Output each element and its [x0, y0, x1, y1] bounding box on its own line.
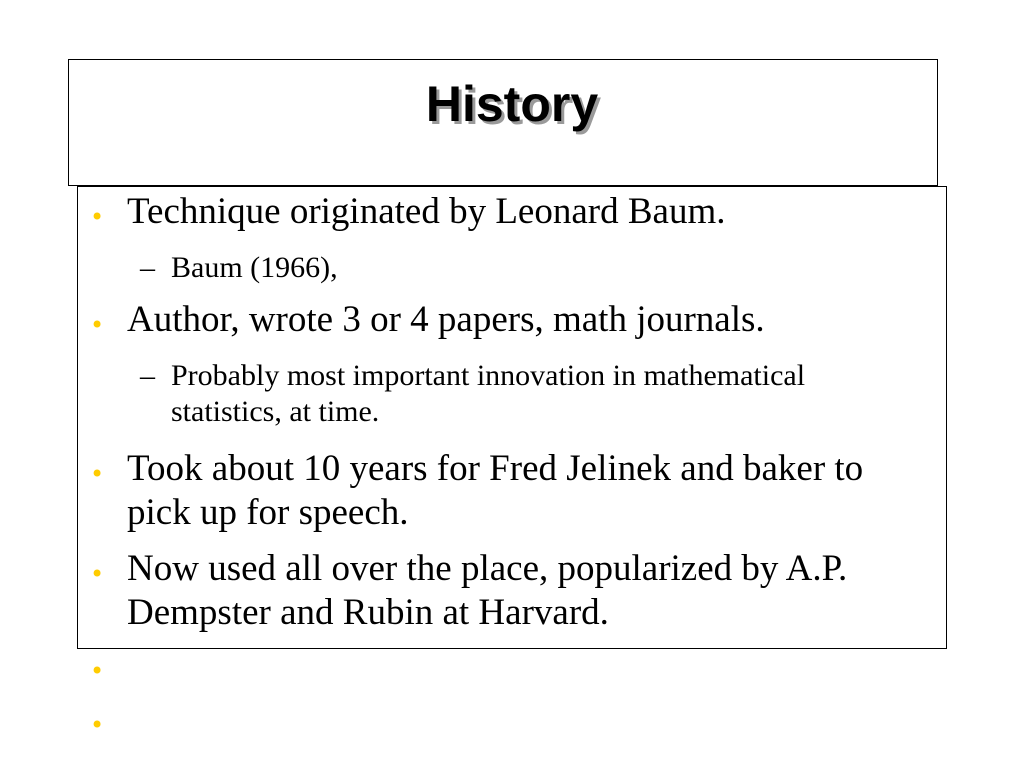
bullet-icon: •	[90, 657, 105, 685]
bullet-icon: •	[90, 311, 105, 339]
bullet-text: Took about 10 years for Fred Jelinek and baker to pick up for speech.	[127, 448, 864, 533]
bullet-text: Technique originated by Leonard Baum.	[127, 191, 726, 232]
slide-title: History	[425, 76, 599, 132]
sub-bullet-dash: –	[140, 359, 155, 392]
bullet-icon: •	[90, 203, 105, 231]
bullet-text: Now used all over the place, popularized by A.P. Dempster and Rubin at Harvard.	[127, 548, 848, 633]
bullet-text: Author, wrote 3 or 4 papers, math journals.	[127, 299, 765, 340]
bullet-icon: •	[90, 460, 105, 488]
bullet-icon: •	[90, 711, 105, 739]
sub-bullet-dash: –	[140, 251, 155, 284]
sub-bullet-text: Baum (1966),	[171, 251, 338, 284]
sub-bullet-text: Probably most important innovation in mathematical statistics, at time.	[171, 359, 806, 428]
bullet-icon: •	[90, 560, 105, 588]
